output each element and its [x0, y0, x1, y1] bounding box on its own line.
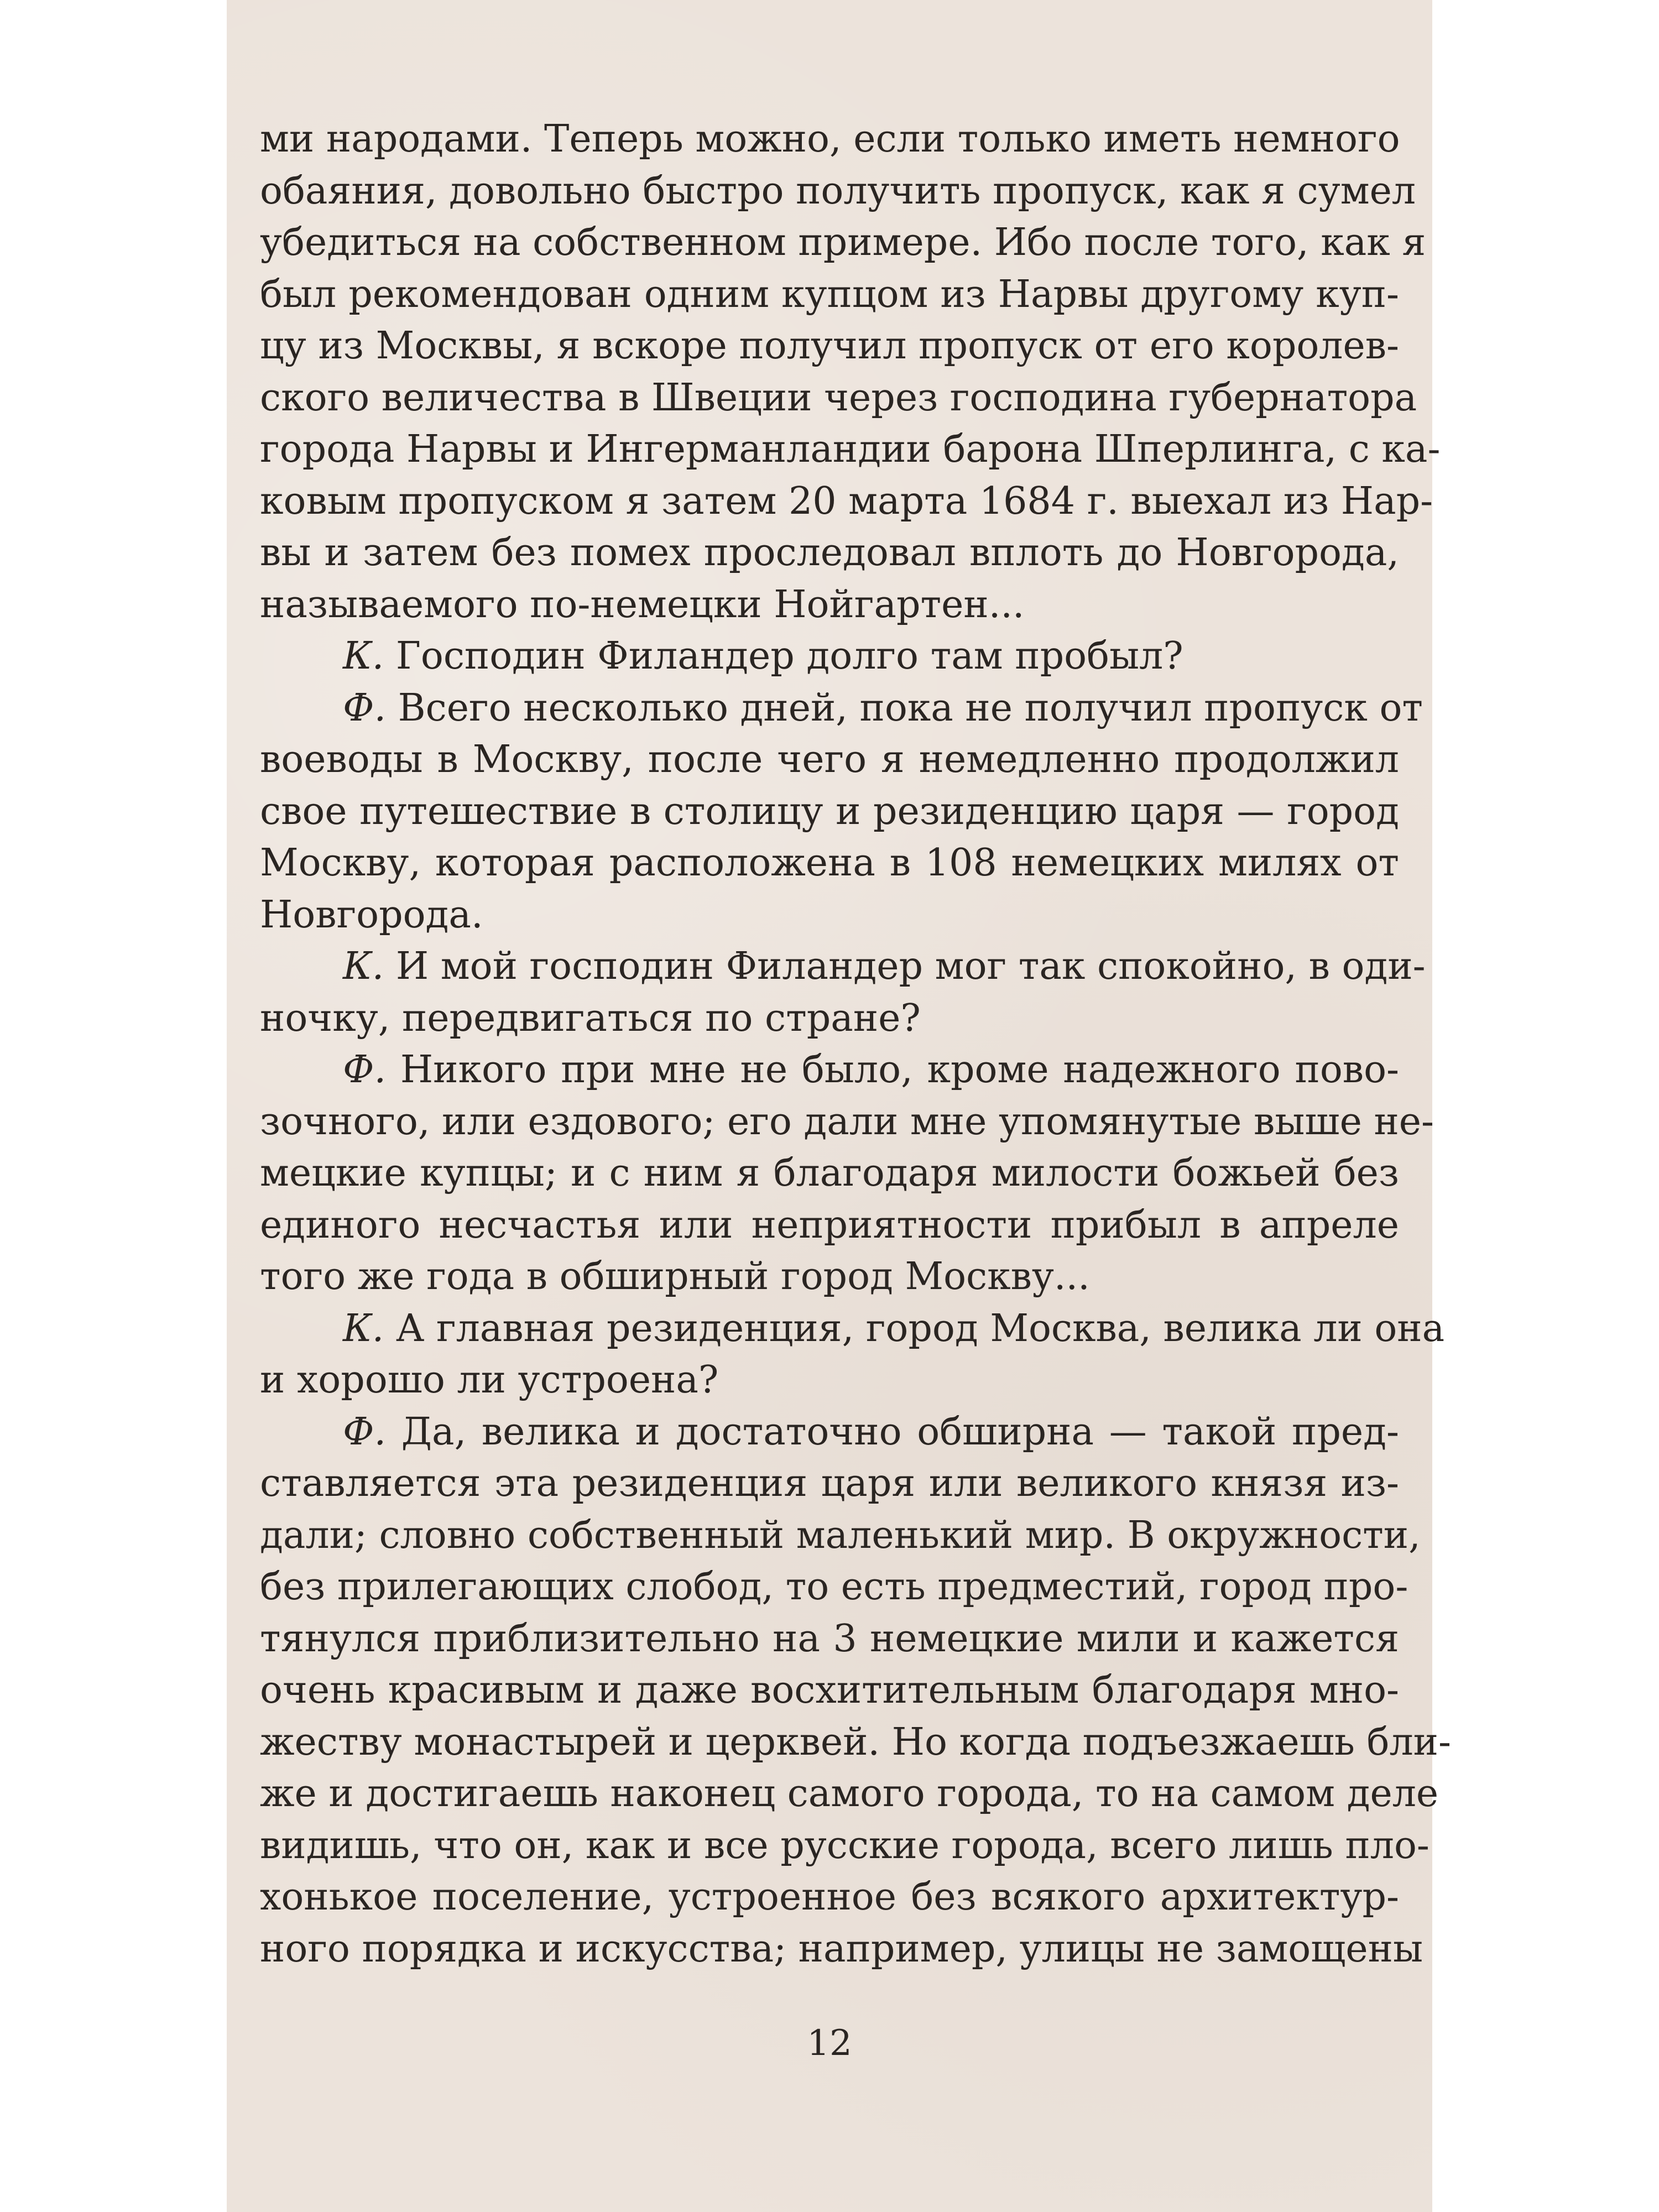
text-line — [260, 320, 1399, 372]
line-text: ного порядка и искусства; например, улицы не замощены — [260, 1927, 1423, 1971]
text-line — [260, 113, 1399, 165]
speaker-label: Ф. — [343, 1048, 387, 1092]
text-line — [260, 734, 1399, 786]
text-line — [260, 579, 1399, 631]
speaker-label: К. — [343, 1306, 384, 1350]
text-line — [260, 372, 1417, 424]
page-number: 12 — [807, 2023, 852, 2064]
line-text: хонькое поселение, устроенное без всякого архитектур- — [260, 1875, 1399, 1919]
text-line — [260, 993, 1399, 1045]
line-text: был рекомендован одним купцом из Нарвы другому куп- — [260, 272, 1399, 316]
text-line — [260, 424, 1441, 476]
text-line — [260, 1251, 1399, 1303]
line-text: Новгорода. — [260, 893, 483, 937]
line-text: И мой господин Филандер мог так спокойно, в оди- — [384, 945, 1426, 988]
text-line — [260, 1871, 1399, 1923]
text-line — [260, 1665, 1399, 1717]
text-line — [260, 527, 1399, 579]
text-line — [260, 165, 1416, 217]
text-line — [260, 217, 1426, 269]
text-line — [260, 630, 1399, 682]
line-text: вы и затем без помех проследовал вплоть до Новгорода, — [260, 531, 1399, 575]
line-text: называемого по-немецки Нойгартен... — [260, 582, 1025, 627]
text-line — [260, 1303, 1445, 1355]
line-text: ми народами. Теперь можно, если только иметь немного — [260, 117, 1400, 161]
line-text: Москву, которая расположена в 108 немецких милях от — [260, 841, 1399, 885]
line-text: цу из Москвы, я вскоре получил пропуск от его королев- — [260, 324, 1399, 368]
line-text: ковым пропуском я затем 20 марта 1684 г. выехал из Нар- — [260, 479, 1433, 523]
text-line — [260, 837, 1399, 889]
line-text: мецкие купцы; и с ним я благодаря милости божьей без — [260, 1151, 1399, 1195]
text-line — [260, 1561, 1408, 1613]
line-text: без прилегающих слобод, то есть предместий, город про- — [260, 1565, 1408, 1609]
line-text: Господин Филандер долго там пробыл? — [384, 634, 1183, 678]
line-text: ночку, передвигаться по стране? — [260, 996, 921, 1040]
line-text: ставляется эта резиденция царя или великого князя из- — [260, 1462, 1399, 1505]
line-text: того же года в обширный город Москву... — [260, 1255, 1090, 1298]
text-line — [260, 1147, 1399, 1199]
line-text: обаяния, довольно быстро получить пропуск, как я сумел — [260, 169, 1416, 213]
text-line — [260, 1458, 1399, 1510]
line-text: А главная резиденция, город Москва, велика ли она — [384, 1306, 1445, 1350]
line-text: Да, велика и достаточно обширна — такой пред- — [386, 1410, 1399, 1454]
line-text: видишь, что он, как и все русские города, всего лишь пло- — [260, 1823, 1430, 1867]
line-text: воеводы в Москву, после чего я немедленно продолжил — [260, 738, 1399, 781]
text-line — [260, 476, 1433, 528]
text-line — [260, 1044, 1399, 1096]
text-line — [260, 1613, 1399, 1665]
text-line — [260, 1717, 1451, 1768]
text-line — [260, 1768, 1439, 1820]
line-text: Всего несколько дней, пока не получил пропуск от — [386, 686, 1423, 730]
line-text: жеству монастырей и церквей. Но когда подъезжаешь бли- — [260, 1720, 1451, 1764]
line-text: Никого при мне не было, кроме надежного пово- — [386, 1048, 1399, 1092]
text-line — [260, 941, 1426, 993]
line-text: зочного, или ездового; его дали мне упомянутые выше не- — [260, 1099, 1434, 1144]
text-line — [260, 786, 1399, 838]
line-text: ского величества в Швеции через господина губернатора — [260, 375, 1417, 420]
body-text — [260, 113, 1451, 1975]
text-line — [260, 1354, 1399, 1406]
text-line — [260, 1923, 1423, 1975]
line-text: и хорошо ли устроена? — [260, 1358, 719, 1402]
speaker-label: Ф. — [343, 686, 387, 730]
text-line — [260, 1199, 1399, 1251]
line-text: города Нарвы и Ингерманландии барона Шперлинга, с ка- — [260, 427, 1441, 471]
line-text: единого несчастья или неприятности прибыл в апреле — [260, 1203, 1399, 1247]
line-text: очень красивым и даже восхитительным благодаря мно- — [260, 1668, 1399, 1712]
text-line — [260, 889, 1399, 941]
text-line — [260, 1510, 1421, 1562]
text-line — [260, 682, 1423, 734]
speaker-label: К. — [343, 945, 384, 988]
speaker-label: Ф. — [343, 1410, 387, 1454]
line-text: свое путешествие в столицу и резиденцию царя — город — [260, 789, 1399, 833]
text-line — [260, 269, 1399, 321]
line-text: же и достигаешь наконец самого города, то на самом деле — [260, 1772, 1439, 1815]
line-text: тянулся приблизительно на 3 немецкие мили и кажется — [260, 1616, 1399, 1661]
line-text: дали; словно собственный маленький мир. В окружности, — [260, 1513, 1421, 1557]
text-line — [260, 1820, 1430, 1872]
text-line — [260, 1096, 1434, 1148]
line-text: убедиться на собственном примере. Ибо после того, как я — [260, 221, 1426, 264]
book-page — [227, 0, 1451, 2212]
speaker-label: К. — [343, 634, 384, 678]
text-line — [260, 1406, 1399, 1458]
